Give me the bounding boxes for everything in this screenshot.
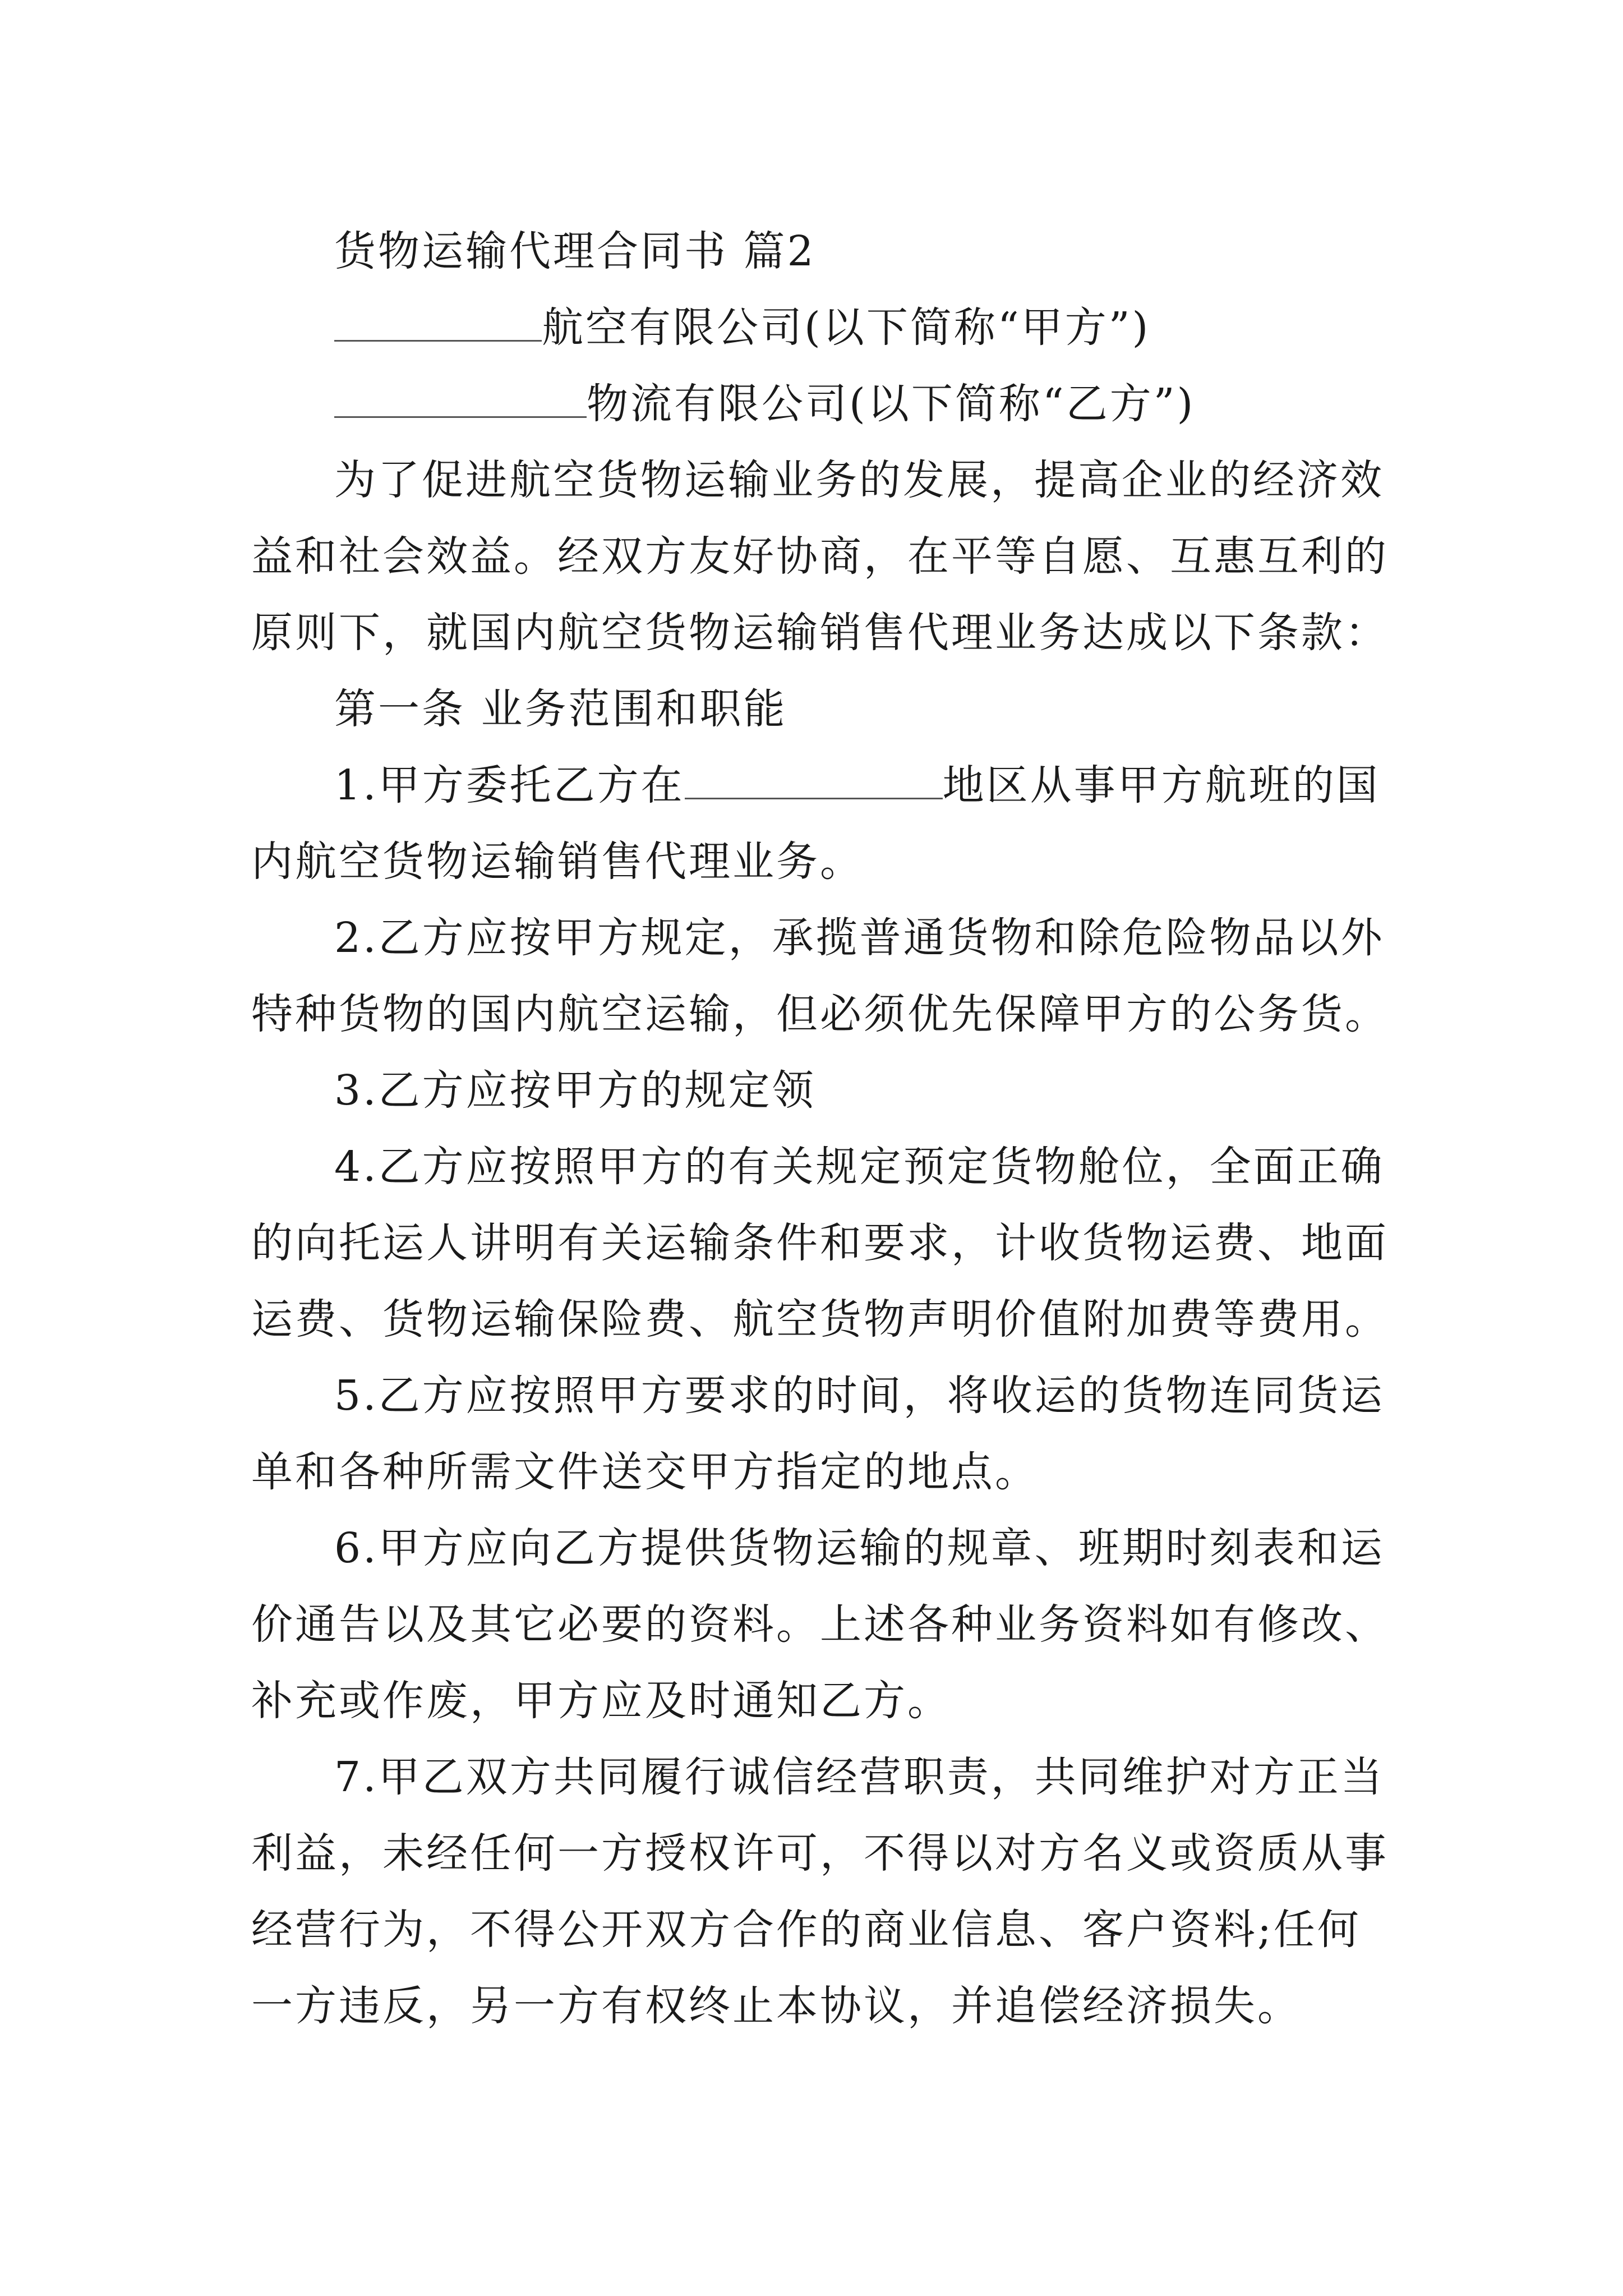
clause-4-line-2: 的向托运人讲明有关运输条件和要求，计收货物运费、地面 bbox=[251, 1219, 1389, 1267]
intro-line-3: 原则下，就国内航空货物运输销售代理业务达成以下条款： bbox=[251, 609, 1389, 657]
clause-2-line-2: 特种货物的国内航空运输，但必须优先保障甲方的公务货。 bbox=[251, 990, 1389, 1038]
party-b-text: 物流有限公司(以下简称“乙方”) bbox=[587, 380, 1196, 428]
clause-5-line-1: 5.乙方应按照甲方要求的时间，将收运的货物连同货运 bbox=[334, 1372, 1385, 1420]
clause-7-line-1: 7.甲乙双方共同履行诚信经营职责，共同维护对方正当 bbox=[334, 1753, 1385, 1801]
clause-1-line-1 bbox=[251, 747, 1384, 823]
clause-7-line-4: 一方违反，另一方有权终止本协议，并追偿经济损失。 bbox=[251, 1982, 1301, 2030]
party-b-line bbox=[251, 366, 1384, 442]
party-a-text: 航空有限公司(以下简称“甲方”) bbox=[542, 303, 1151, 352]
clause-4-line-3: 运费、货物运输保险费、航空货物声明价值附加费等费用。 bbox=[251, 1295, 1389, 1343]
clause-1-pre: 1.甲方委托乙方在 bbox=[334, 761, 685, 809]
clause-6-line-1: 6.甲方应向乙方提供货物运输的规章、班期时刻表和运 bbox=[334, 1524, 1385, 1572]
document-title: 货物运输代理合同书 篇2 bbox=[334, 227, 816, 275]
clause-4-line-1: 4.乙方应按照甲方的有关规定预定货物舱位，全面正确 bbox=[334, 1143, 1385, 1191]
clause-7-line-3: 经营行为，不得公开双方合作的商业信息、客户资料;任何 bbox=[251, 1906, 1361, 1954]
clause-6-line-3: 补充或作废，甲方应及时通知乙方。 bbox=[251, 1677, 951, 1725]
party-a-line bbox=[251, 289, 1384, 366]
clause-1-blank bbox=[685, 756, 943, 799]
article1-heading: 第一条 业务范围和职能 bbox=[334, 685, 787, 733]
clause-1-line-2: 内航空货物运输销售代理业务。 bbox=[251, 838, 864, 886]
clause-5-line-2: 单和各种所需文件送交甲方指定的地点。 bbox=[251, 1448, 1039, 1496]
intro-line-1: 为了促进航空货物运输业务的发展，提高企业的经济效 bbox=[334, 456, 1384, 504]
clause-6-line-2: 价通告以及其它必要的资料。上述各种业务资料如有修改、 bbox=[251, 1600, 1389, 1649]
clause-3-line-1: 3.乙方应按甲方的规定领 bbox=[334, 1066, 816, 1115]
clause-1-post: 地区从事甲方航班的国 bbox=[942, 761, 1380, 809]
clause-2-line-1: 2.乙方应按甲方规定，承揽普通货物和除危险物品以外 bbox=[334, 914, 1385, 962]
party-a-blank bbox=[334, 298, 542, 342]
intro-line-2: 益和社会效益。经双方友好协商，在平等自愿、互惠互利的 bbox=[251, 532, 1389, 581]
document-page bbox=[251, 213, 1389, 2044]
clause-7-line-2: 利益，未经任何一方授权许可，不得以对方名义或资质从事 bbox=[251, 1829, 1389, 1878]
party-b-blank bbox=[334, 375, 587, 418]
